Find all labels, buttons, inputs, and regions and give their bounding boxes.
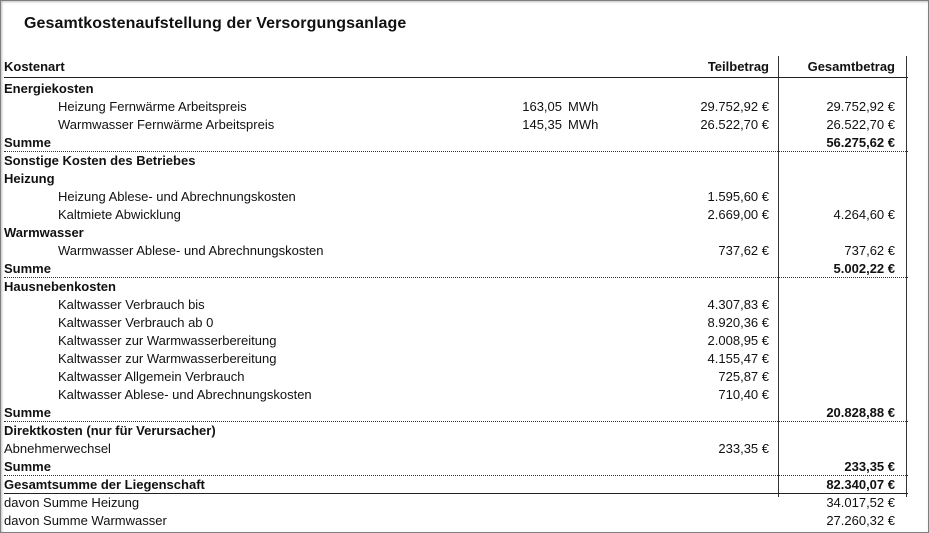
row-gesamtbetrag: 56.275,62 € <box>826 135 895 150</box>
row-teilbetrag: 4.155,47 € <box>707 351 769 366</box>
section-separator <box>4 151 908 152</box>
table-row <box>0 296 929 314</box>
row-label: Kaltwasser zur Warmwasserbereitung <box>58 351 277 366</box>
row-gesamtbetrag: 737,62 € <box>844 243 895 258</box>
section-separator <box>4 421 908 422</box>
table-row <box>0 332 929 350</box>
table-row <box>0 98 929 116</box>
row-label: Warmwasser Fernwärme Arbeitspreis <box>58 117 275 132</box>
table-row <box>0 152 929 170</box>
table-row <box>0 278 929 296</box>
header-gesamtbetrag: Gesamtbetrag <box>807 59 895 74</box>
row-gesamtbetrag: 29.752,92 € <box>826 99 895 114</box>
row-teilbetrag: 725,87 € <box>718 369 769 384</box>
row-teilbetrag: 710,40 € <box>718 387 769 402</box>
table-header <box>0 58 929 76</box>
row-label: Kaltwasser Ablese- und Abrechnungskosten <box>58 387 312 402</box>
row-label: Hausnebenkosten <box>4 279 116 294</box>
table-row <box>0 512 929 530</box>
table-row <box>0 314 929 332</box>
table-row <box>0 386 929 404</box>
row-label: Heizung <box>4 171 55 186</box>
row-teilbetrag: 29.752,92 € <box>700 99 769 114</box>
table-row <box>0 458 929 476</box>
header-teilbetrag: Teilbetrag <box>707 59 769 74</box>
table-row <box>0 260 929 278</box>
row-teilbetrag: 233,35 € <box>718 441 769 456</box>
row-gesamtbetrag: 34.017,52 € <box>826 495 895 510</box>
row-quantity: 145,35 <box>522 117 562 132</box>
table-row <box>0 224 929 242</box>
row-teilbetrag: 26.522,70 € <box>700 117 769 132</box>
row-quantity: 163,05 <box>522 99 562 114</box>
document-title: Gesamtkostenaufstellung der Versorgungsanlage <box>24 15 407 32</box>
table-row <box>0 440 929 458</box>
row-gesamtbetrag: 5.002,22 € <box>833 261 895 276</box>
row-teilbetrag: 1.595,60 € <box>707 189 769 204</box>
header-kostenart: Kostenart <box>4 59 65 74</box>
row-label: Summe <box>4 135 51 150</box>
table-row <box>0 494 929 512</box>
row-label: Gesamtsumme der Liegenschaft <box>4 477 205 492</box>
row-label: davon Summe Heizung <box>4 495 140 510</box>
table-row <box>0 476 929 494</box>
row-label: Sonstige Kosten des Betriebes <box>4 153 196 168</box>
table-row <box>0 188 929 206</box>
row-unit: MWh <box>568 117 599 132</box>
table-row <box>0 368 929 386</box>
row-teilbetrag: 2.669,00 € <box>707 207 769 222</box>
row-gesamtbetrag: 26.522,70 € <box>826 117 895 132</box>
row-label: Energiekosten <box>4 81 94 96</box>
row-label: Warmwasser <box>4 225 84 240</box>
row-label: Heizung Fernwärme Arbeitspreis <box>58 99 247 114</box>
table-row <box>0 116 929 134</box>
row-label: Summe <box>4 405 51 420</box>
table-row <box>0 80 929 98</box>
row-unit: MWh <box>568 99 599 114</box>
row-gesamtbetrag: 233,35 € <box>844 459 895 474</box>
section-separator <box>4 277 908 278</box>
table-row <box>0 206 929 224</box>
row-label: Kaltwasser Verbrauch bis <box>58 297 205 312</box>
row-label: Warmwasser Ablese- und Abrechnungskosten <box>58 243 324 258</box>
header-underline <box>4 77 908 78</box>
table-row <box>0 422 929 440</box>
row-label: Heizung Ablese- und Abrechnungskosten <box>58 189 296 204</box>
row-gesamtbetrag: 27.260,32 € <box>826 513 895 528</box>
row-gesamtbetrag: 82.340,07 € <box>826 477 895 492</box>
table-row <box>0 404 929 422</box>
row-teilbetrag: 8.920,36 € <box>707 315 769 330</box>
table-row <box>0 350 929 368</box>
row-label: Kaltwasser Verbrauch ab 0 <box>58 315 214 330</box>
row-teilbetrag: 2.008,95 € <box>707 333 769 348</box>
row-label: Kaltmiete Abwicklung <box>58 207 181 222</box>
row-label: Kaltwasser Allgemein Verbrauch <box>58 369 245 384</box>
row-label: Kaltwasser zur Warmwasserbereitung <box>58 333 277 348</box>
row-gesamtbetrag: 4.264,60 € <box>833 207 895 222</box>
table-row <box>0 134 929 152</box>
row-label: Summe <box>4 261 51 276</box>
row-label: Direktkosten (nur für Verursacher) <box>4 423 216 438</box>
row-label: Abnehmerwechsel <box>4 441 111 456</box>
row-gesamtbetrag: 20.828,88 € <box>826 405 895 420</box>
row-teilbetrag: 737,62 € <box>718 243 769 258</box>
row-label: davon Summe Warmwasser <box>4 513 167 528</box>
row-teilbetrag: 4.307,83 € <box>707 297 769 312</box>
row-label: Summe <box>4 459 51 474</box>
table-row <box>0 242 929 260</box>
table-row <box>0 170 929 188</box>
